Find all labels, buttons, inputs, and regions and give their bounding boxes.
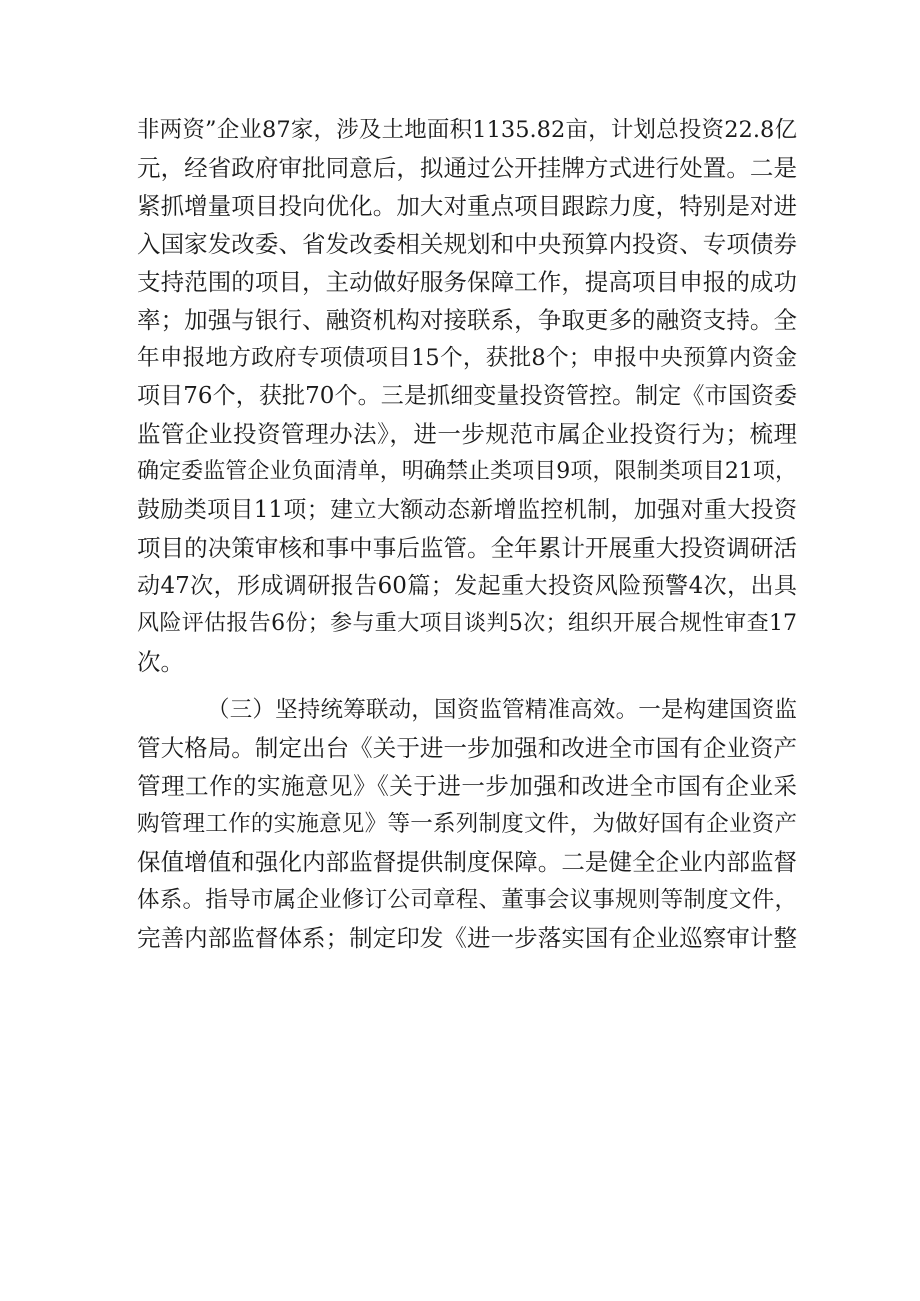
body-text-line: 完善内部监督体系；制定印发《进一步落实国有企业巡察审计整 bbox=[137, 924, 797, 952]
body-text-line: 确定委监管企业负面清单，明确禁止类项目9项，限制类项目21项， bbox=[137, 459, 797, 484]
body-text-line: 保值增值和强化内部监督提供制度保障。二是健全企业内部监督 bbox=[137, 848, 797, 876]
body-text-line: 动47次，形成调研报告60篇；发起重大投资风险预警4次，出具 bbox=[137, 573, 797, 599]
body-text-line: 元，经省政府审批同意后，拟通过公开挂牌方式进行处置。二是 bbox=[137, 154, 797, 182]
body-text-line: 项目76个，获批70个。三是抓细变量投资管控。制定《市国资委 bbox=[137, 383, 797, 409]
body-text-line: 体系。指导市属企业修订公司章程、董事会议事规则等制度文件， bbox=[137, 887, 797, 913]
body-text-line: 项目的决策审核和事中事后监管。全年累计开展重大投资调研活 bbox=[137, 534, 797, 562]
body-text-line: 年申报地方政府专项债项目15个，获批8个；申报中央预算内资金 bbox=[137, 345, 797, 371]
body-text-line: 支持范围的项目，主动做好服务保障工作，提高项目申报的成功 bbox=[137, 268, 797, 296]
body-text-line: 监管企业投资管理办法》，进一步规范市属企业投资行为；梳理 bbox=[137, 420, 797, 448]
body-text-line: 风险评估报告6份；参与重大项目谈判5次；组织开展合规性审查17 bbox=[137, 611, 797, 636]
body-text-line: 紧抓增量项目投向优化。加大对重点项目跟踪力度，特别是对进 bbox=[137, 192, 797, 220]
body-text-line: 购管理工作的实施意见》等一系列制度文件，为做好国有企业资产 bbox=[137, 811, 797, 837]
body-text-line: 鼓励类项目11项；建立大额动态新增监控机制，加强对重大投资 bbox=[137, 497, 797, 523]
body-text-line: 率；加强与银行、融资机构对接联系，争取更多的融资支持。全 bbox=[137, 306, 797, 334]
body-text-line: 管大格局。制定出台《关于进一步加强和改进全市国有企业资产 bbox=[137, 734, 797, 762]
body-text-line: 入国家发改委、省发改委相关规划和中央预算内投资、专项债券 bbox=[137, 230, 797, 258]
body-text-line: 次。 bbox=[137, 648, 184, 676]
section-heading-line: （三）坚持统筹联动，国资监管精准高效。一是构建国资监 bbox=[207, 697, 797, 723]
body-text-line: 管理工作的实施意见》《关于进一步加强和改进全市国有企业采 bbox=[137, 772, 797, 800]
body-text-line: 非两资”企业87家，涉及土地面积1135.82亩，计划总投资22.8亿 bbox=[137, 117, 797, 143]
